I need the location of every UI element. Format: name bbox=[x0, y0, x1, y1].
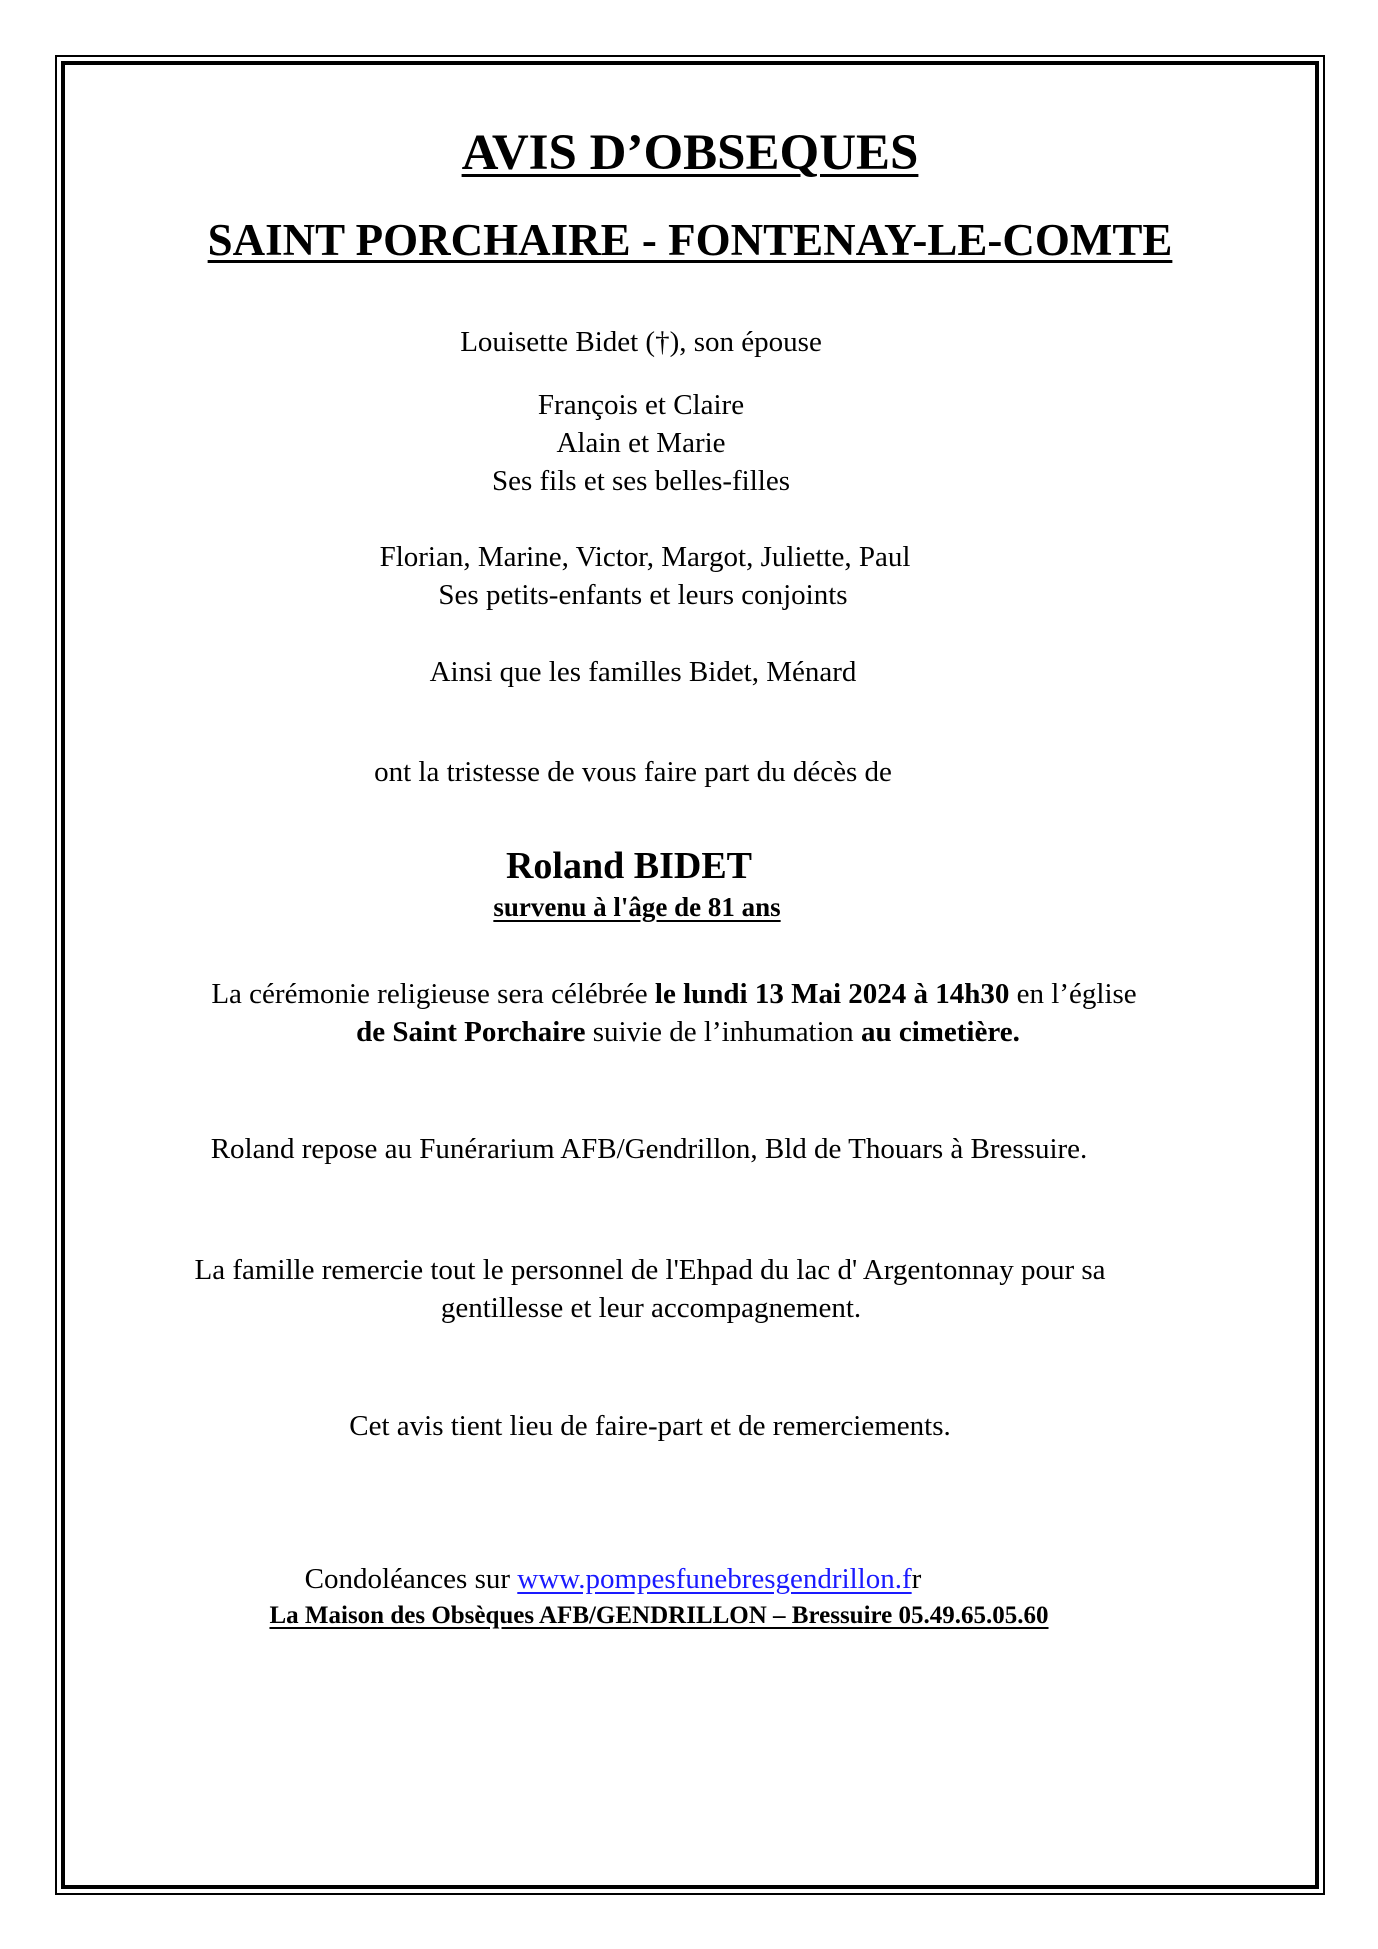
children-relation: Ses fils et ses belles-filles bbox=[491, 465, 791, 497]
ceremony-text-2: en l’église bbox=[1009, 978, 1137, 1010]
condolences-link-tail: r bbox=[911, 1563, 922, 1595]
ceremony-burial: au cimetière. bbox=[860, 1016, 1020, 1048]
notice-note-line: Cet avis tient lieu de faire-part et de remerciements. bbox=[349, 1410, 951, 1442]
ceremony-church: de Saint Porchaire bbox=[356, 1016, 586, 1048]
ceremony-date: le lundi 13 Mai 2024 à 14h30 bbox=[654, 978, 1010, 1010]
thanks-line-1: La famille remercie tout le personnel de l'Ehpad du lac d' Argentonnay pour sa bbox=[194, 1254, 1106, 1286]
rest-place-line: Roland repose au Funérarium AFB/Gendrillon, Bld de Thouars à Bressuire. bbox=[210, 1133, 1088, 1165]
children-names-1: François et Claire bbox=[537, 389, 745, 421]
announcement-line: ont la tristesse de vous faire part du décès de bbox=[374, 756, 892, 788]
families-line: Ainsi que les familles Bidet, Ménard bbox=[429, 656, 857, 688]
ceremony-text-1: La cérémonie religieuse sera célébrée bbox=[211, 978, 655, 1010]
children-names-2: Alain et Marie bbox=[556, 427, 726, 459]
grandchildren-names: Florian, Marine, Victor, Margot, Juliette, Paul bbox=[379, 541, 911, 573]
thanks-line-2: gentillesse et leur accompagnement. bbox=[440, 1292, 862, 1324]
funeral-home-line: La Maison des Obsèques AFB/GENDRILLON – Bressuire 05.49.65.05.60 bbox=[269, 1602, 1049, 1629]
ceremony-line-1 bbox=[211, 980, 1136, 1009]
ceremony-text-3: suivie de l’inhumation bbox=[585, 1016, 861, 1048]
grandchildren-relation: Ses petits-enfants et leurs conjoints bbox=[438, 579, 848, 611]
condolences-link[interactable]: www.pompesfunebresgendrillon.f bbox=[517, 1563, 912, 1595]
notice-title: AVIS D’OBSEQUES bbox=[461, 125, 919, 181]
condolences-label: Condoléances sur bbox=[304, 1563, 518, 1595]
spouse-line: Louisette Bidet (†), son épouse bbox=[460, 326, 822, 358]
deceased-name: Roland BIDET bbox=[505, 845, 753, 887]
ceremony-line-2 bbox=[356, 1018, 1020, 1047]
condolences-line bbox=[305, 1565, 922, 1594]
notice-location: SAINT PORCHAIRE - FONTENAY-LE-COMTE bbox=[207, 215, 1173, 265]
deceased-age: survenu à l'âge de 81 ans bbox=[493, 892, 781, 922]
